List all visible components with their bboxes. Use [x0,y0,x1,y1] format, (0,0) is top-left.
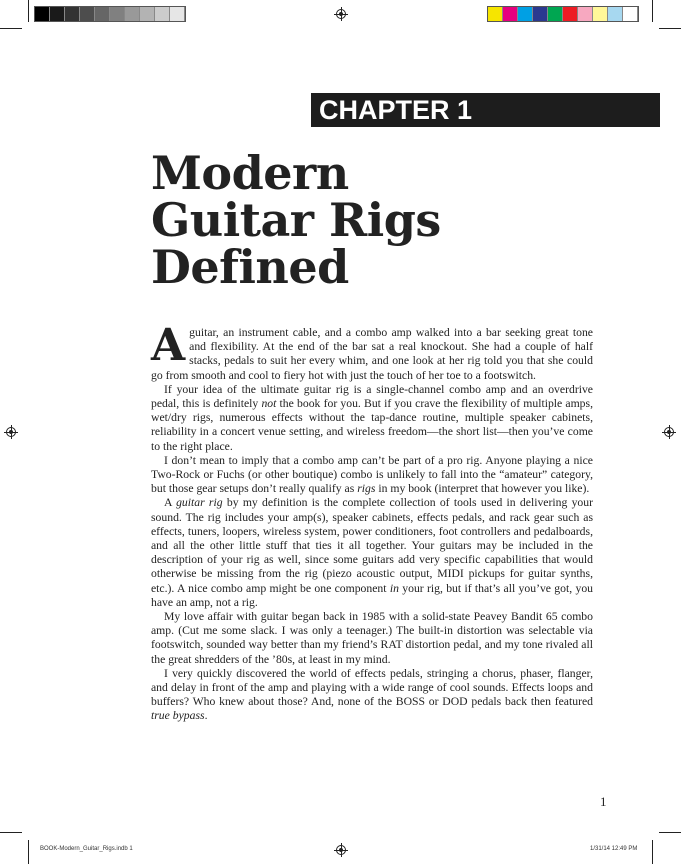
crop-mark [652,0,653,22]
body-text [151,320,594,724]
gray-swatch [170,7,185,21]
registration-mark-bottom [334,843,348,857]
chapter-label: CHAPTER 1 [319,95,473,125]
registration-mark-left [4,425,18,439]
gray-swatch [50,7,65,21]
page-number: 1 [600,794,607,809]
crop-mark [659,28,681,29]
gray-swatch [95,7,110,21]
chapter-title-line: Guitar Rigs [151,193,441,247]
drop-cap: A [151,320,186,371]
color-swatch [488,7,503,21]
crop-mark [0,832,22,833]
paragraph: If your idea of the ultimate guitar rig is a single-channel combo amp and an overdrive pedal, this is definitely not the book for you. But if you crave the flexibility of multiple amps, wet/dry rigs, numerous effects without the tap-dance routine, multiple speaker cabinets, reliability in a concert venue setting, and wireless freedom—the short list—then you’ve come to the right place. [151,382,593,453]
gray-swatch [140,7,155,21]
color-calibration-bar [487,6,639,22]
crop-mark [28,840,29,864]
gray-swatch [125,7,140,21]
grayscale-calibration-bar [34,6,186,22]
gray-swatch [155,7,170,21]
gray-swatch [35,7,50,21]
color-swatch [503,7,518,21]
chapter-title-line: Modern [151,146,349,200]
crop-mark [659,832,681,833]
gray-swatch [80,7,95,21]
chapter-banner [311,93,660,127]
registration-mark-right [662,425,676,439]
color-swatch [533,7,548,21]
paragraph: I very quickly discovered the world of effects pedals, stringing a chorus, phaser, flanger, and delay in front of the amp and playing with a wide range of cool sounds. Effects loops and buffers? Who knew about those? And, none of the BOSS or DOD pedals back then featured true bypass. [151,666,593,723]
crop-mark [0,28,22,29]
chapter-title-line: Defined [151,240,349,294]
color-swatch [623,7,638,21]
crop-mark [28,0,29,22]
paragraph: I don’t mean to imply that a combo amp can’t be part of a pro rig. Anyone playing a nice Two-Rock or Fuchs (or other boutique) combo is unlikely to fall into the “amateur” category, but those gear setups don’t really qualify as rigs in my book (interpret that however you like). [151,453,593,496]
paragraph: My love affair with guitar began back in 1985 with a solid-state Peavey Bandit 65 combo amp. (Cut me some slack. I was only a teenager.) The built-in distortion was selectable via footswitch, sounded way better than my friend’s RAT distortion pedal, and my tone rivaled all the great shredders of the ’80s, at least in my mind. [151,610,593,666]
color-swatch [548,7,563,21]
gray-swatch [110,7,125,21]
color-swatch [518,7,533,21]
slug-filename: BOOK-Modern_Guitar_Rigs.indb 1 [40,846,133,852]
color-swatch [563,7,578,21]
color-swatch [578,7,593,21]
color-swatch [593,7,608,21]
paragraph: A guitar rig by my definition is the complete collection of tools used in delivering your sound. The rig includes your amp(s), speaker cabinets, effects pedals, and rack gear such as effects, tuners, loopers, wireless system, power conditioners, foot controllers and pedalboards, and all the other little stuff that ties it all together. Your guitars may be included in the description of your rig as well, since some guitars add very specific capabilities that would otherwise be missing from the rig (piezo acoustic output, MIDI pickups for guitar synths, etc.). A nice combo amp might be one component in your rig, but if that’s all you’ve got, you have an amp, not a rig. [151,496,594,609]
chapter-title [151,146,571,294]
slug-date: 1/31/14 12:49 PM [590,846,638,852]
color-swatch [608,7,623,21]
gray-swatch [65,7,80,21]
crop-mark [652,840,653,864]
paragraph: A guitar, an instrument cable, and a combo amp walked into a bar seeking great tone and flexibility. At the end of the bar sat a real knockout. She had a couple of half stacks, pedals to suit her every whim, and one look at her rig told you that she could go from smooth and cool to fiery hot with just the touch of her toe to a footswitch. [151,320,593,382]
registration-mark-top [334,7,348,21]
